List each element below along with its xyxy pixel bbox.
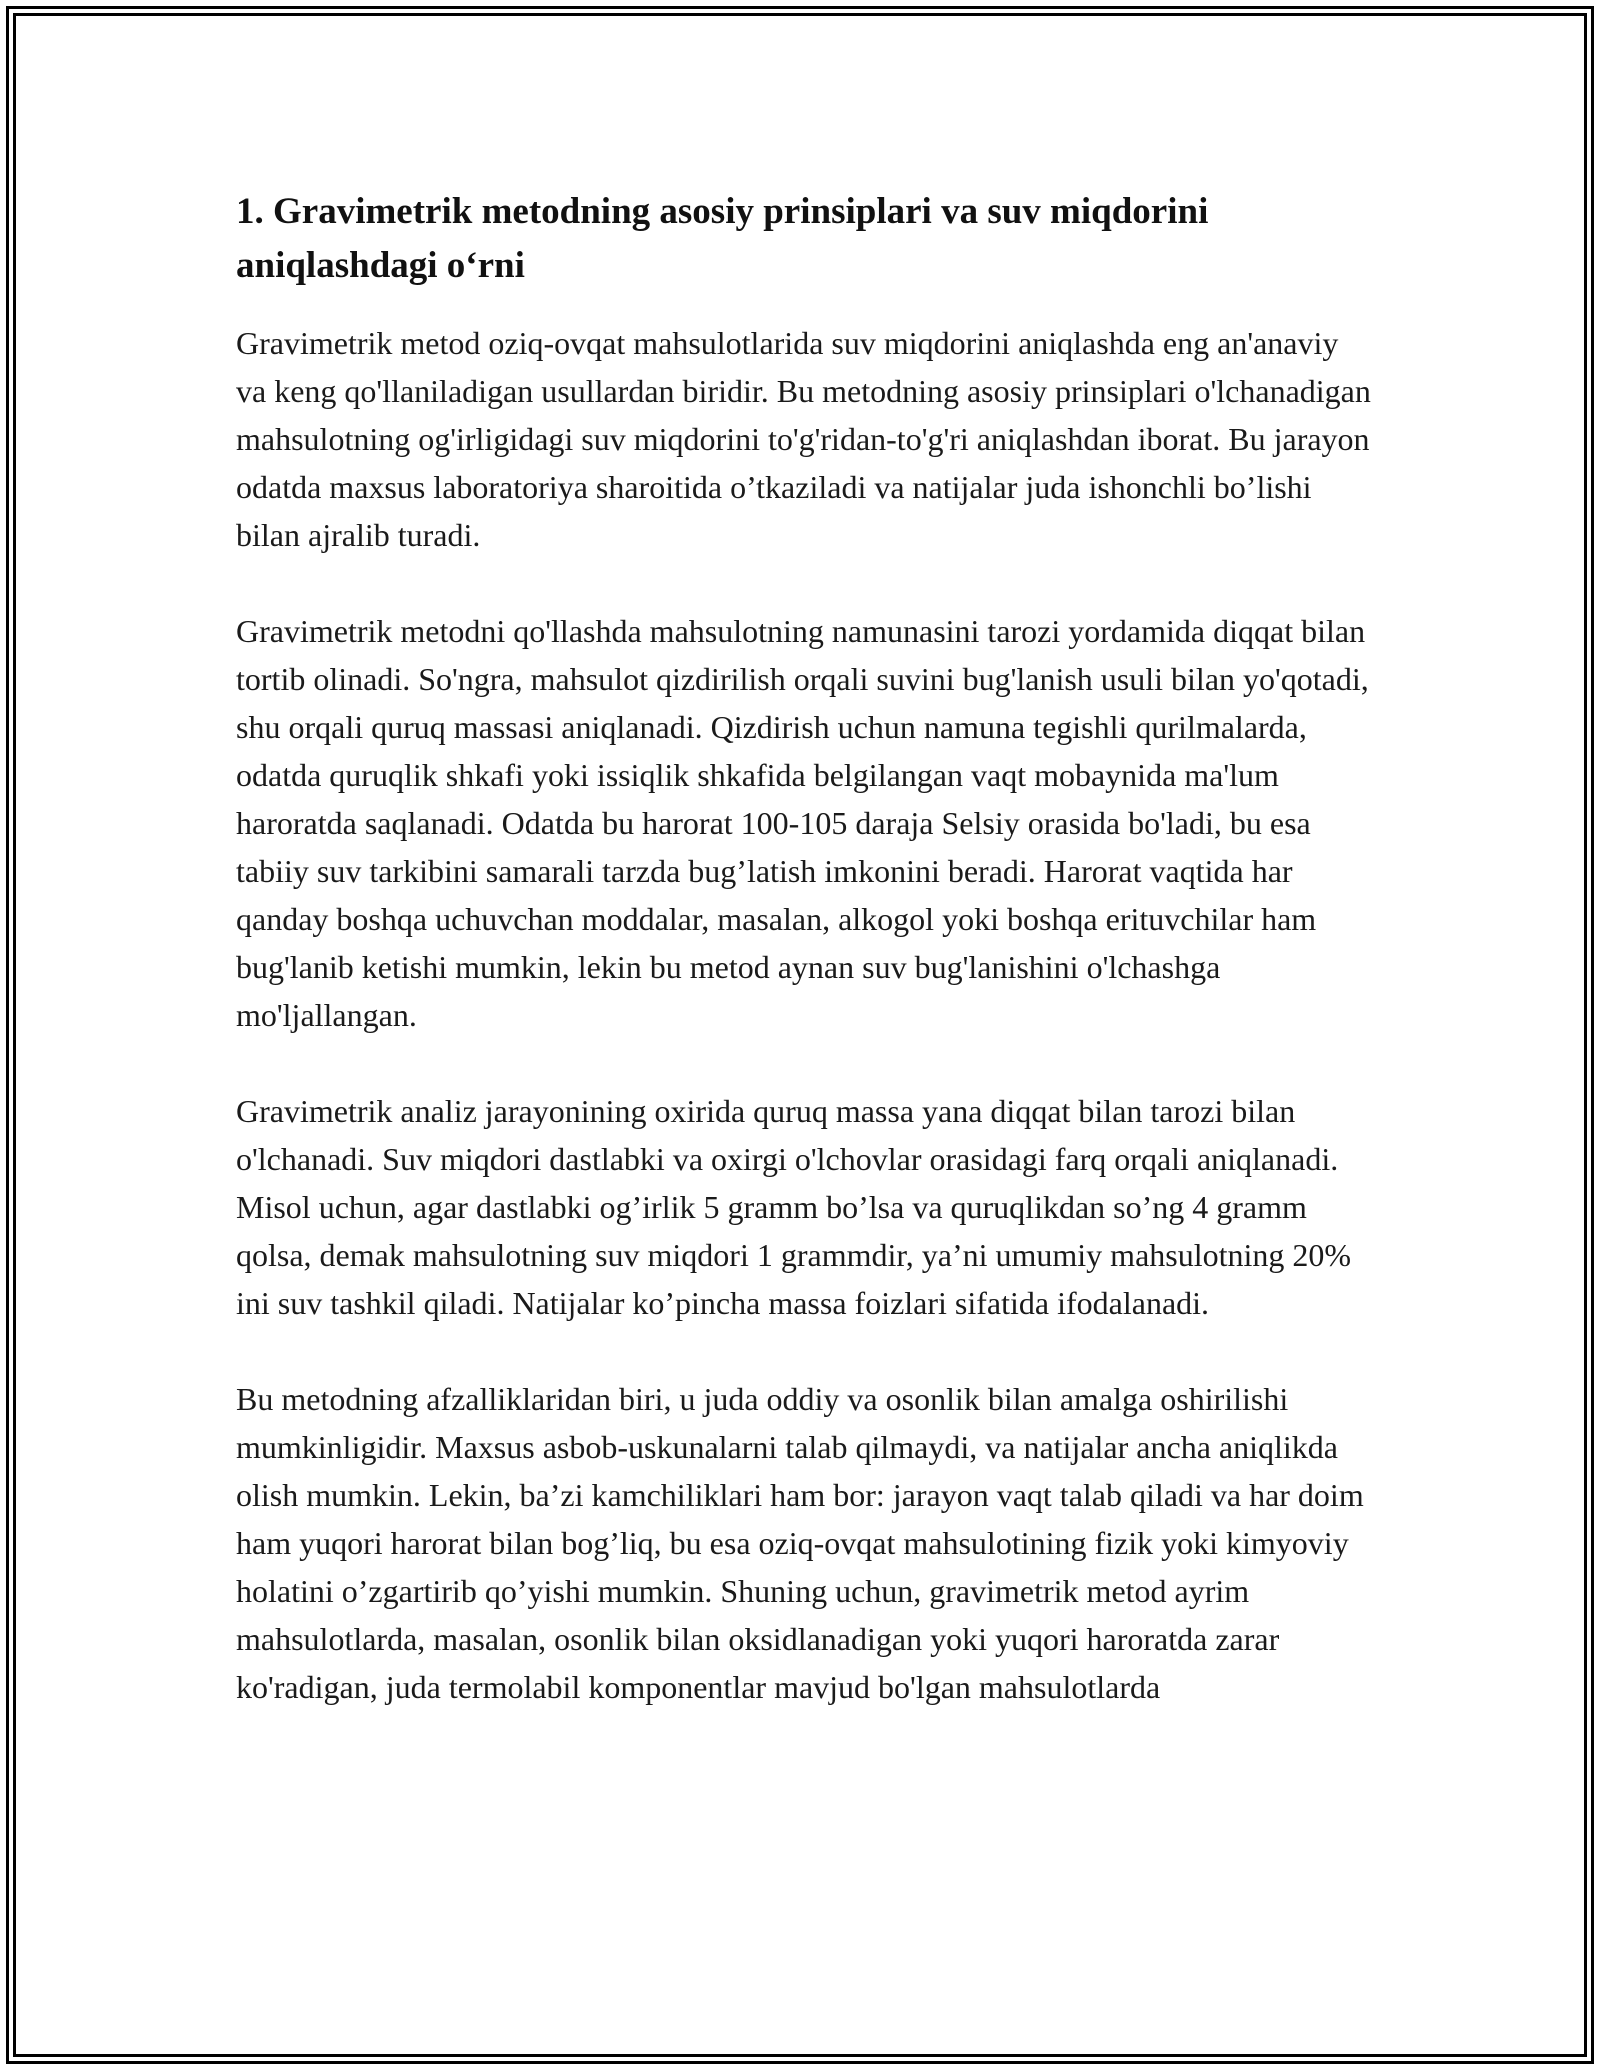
paragraph-3: Gravimetrik analiz jarayonining oxirida quruq massa yana diqqat bilan tarozi bilan o'lchanadi. Suv miqdori dastlabki va oxirgi o'lchovlar orasidagi farq orqali aniqlanadi. Misol uchun, agar dastlabki og’irlik 5 gramm bo’lsa va quruqlikdan so’ng 4 gramm qolsa, demak mahsulotning suv miqdori 1 grammdir, ya’ni umumiy mahsulotning 20% ini suv tashkil qiladi. Natijalar ko’pincha massa foizlari sifatida ifodalanadi. xyxy=(236,1093,1352,1321)
paragraph-1: Gravimetrik metod oziq-ovqat mahsulotlarida suv miqdorini aniqlashda eng an'anaviy va keng qo'llaniladigan usullardan biridir. Bu metodning asosiy prinsiplari o'lchanadigan mahsulotning og'irligidagi suv miqdorini to'g'ridan-to'g'ri aniqlashdan iborat. Bu jarayon odatda maxsus laboratoriya sharoitida o’tkaziladi va natijalar juda ishonchli bo’lishi bilan ajralib turadi. xyxy=(236,325,1371,553)
paragraph-2: Gravimetrik metodni qo'llashda mahsulotning namunasini tarozi yordamida diqqat bilan tortib olinadi. So'ngra, mahsulot qizdirilish orqali suvini bug'lanish usuli bilan yo'qotadi, shu orqali quruq massasi aniqlanadi. Qizdirish uchun namuna tegishli qurilmalarda, odatda quruqlik shkafi yoki issiqlik shkafida belgilangan vaqt mobaynida ma'lum haroratda saqlanadi. Odatda bu harorat 100-105 daraja Selsiy orasida bo'ladi, bu esa tabiiy suv tarkibini samarali tarzda bug’latish imkonini beradi. Harorat vaqtida har qanday boshqa uchuvchan moddalar, masalan, alkogol yoki boshqa erituvchilar ham bug'lanib ketishi mumkin, lekin bu metod aynan suv bug'lanishini o'lchashga mo'ljallangan. xyxy=(236,613,1369,1033)
section-heading: 1. Gravimetrik metodning asosiy prinsiplari va suv miqdorini aniqlashdagi o‘rni xyxy=(236,191,1209,286)
paragraph-4: Bu metodning afzalliklaridan biri, u juda oddiy va osonlik bilan amalga oshirilishi mumkinligidir. Maxsus asbob-uskunalarni talab qilmaydi, va natijalar ancha aniqlikda olish mumkin. Lekin, ba’zi kamchiliklari ham bor: jarayon vaqt talab qiladi va har doim ham yuqori harorat bilan bog’liq, bu esa oziq-ovqat mahsulotining fizik yoki kimyoviy holatini o’zgartirib qo’yishi mumkin. Shuning uchun, gravimetrik metod ayrim mahsulotlarda, masalan, osonlik bilan oksidlanadigan yoki yuqori haroratda zarar ko'radigan, juda termolabil komponentlar mavjud bo'lgan mahsulotlarda xyxy=(236,1381,1364,1705)
document-body xyxy=(236,185,1372,1759)
